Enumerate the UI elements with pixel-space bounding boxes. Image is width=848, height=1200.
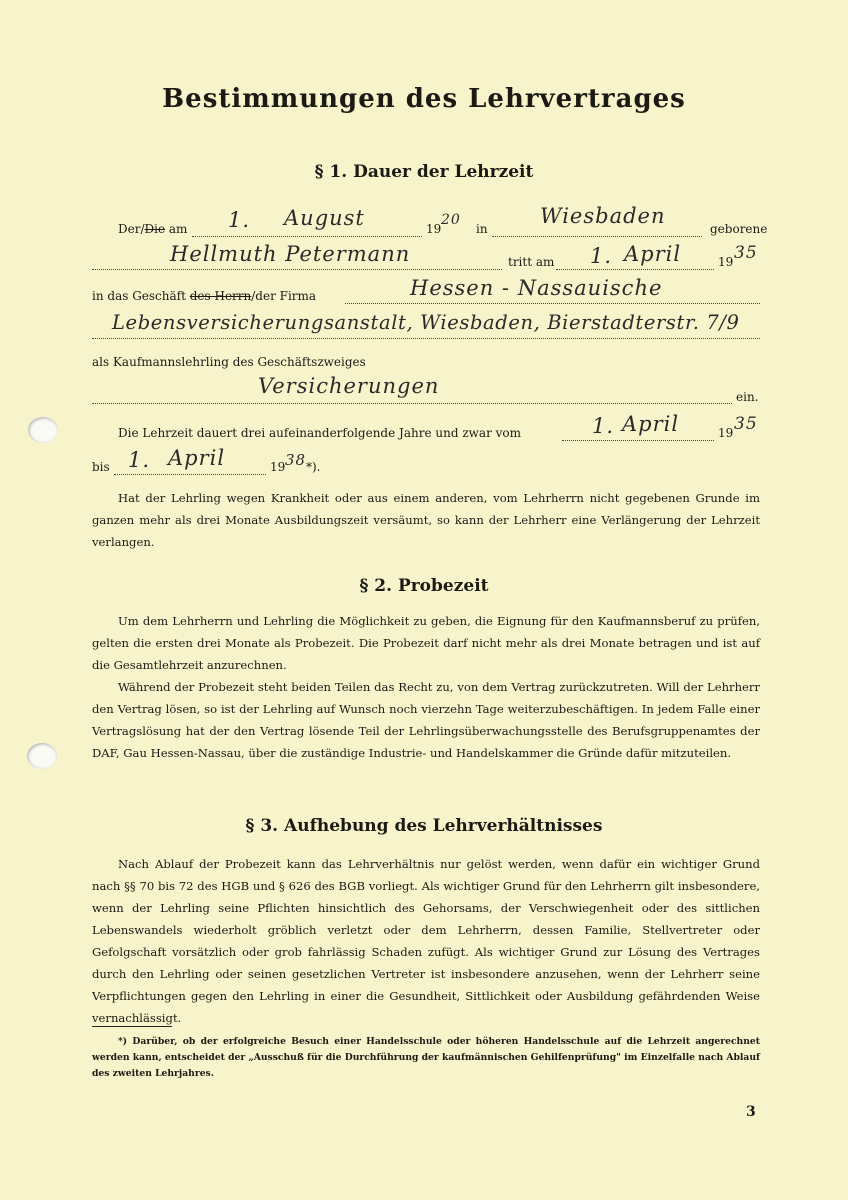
start-day-handwritten: 1. — [590, 244, 613, 268]
from-month-handwritten: April — [622, 412, 680, 436]
year-prefix-1: 19 — [426, 222, 442, 236]
to-day-handwritten: 1. — [128, 448, 151, 472]
der-die-label — [118, 222, 187, 236]
to-date-line — [114, 474, 266, 475]
der-label: Der/ — [118, 222, 145, 236]
start-date-line — [556, 269, 714, 270]
year-prefix-4: 19 — [270, 460, 286, 474]
section2-heading: § 2. Probezeit — [359, 576, 489, 596]
geborene-label: geborene — [710, 222, 768, 236]
apprentice-name-handwritten: Hellmuth Petermann — [170, 242, 411, 266]
probation-para1: Um dem Lehrherrn und Lehrling die Möglichkeit zu geben, die Eignung für den Kaufmannsberuf zu prüfen, gelten die ersten drei Monate als Probezeit. Die Probezeit darf nicht mehr als drei Monate betragen und ist auf die Gesamtlehrzeit anzurechnen. — [92, 614, 760, 672]
footnote-rule — [92, 1026, 172, 1027]
kaufmann-label: als Kaufmannslehrling des Geschäftszweiges — [92, 355, 366, 369]
birth-date-line — [192, 236, 422, 237]
termination-text: Nach Ablauf der Probezeit kann das Lehrverhältnis nur gelöst werden, wenn dafür ein wichtiger Grund nach §§ 70 bis 72 des HGB und § 626 des BGB vorliegt. Als wichtiger Grund für den Lehrherrn gilt insbesondere, wenn der Lehrling seine Pflichten hinsichtlich des Gehorsams, der Verschwiegenheit oder des sittlichen Lebenswandels wiederholt gröblich verletzt oder dem Lehrherrn, dessen Familie, Stellvertreter oder Gefolgschaft vorsätzlich oder grob fahrlässig Schaden zufügt. Als wichtiger Grund zur Lösung des Vertrages durch den Lehrling oder seinen gesetzlichen Vertreter ist insbesondere anzusehen, wenn der Lehrherr seine Verpflichtungen gegen den Lehrling in einer die Gesundheit, Sittlichkeit oder Ausbildung gefährdenden Weise vernachlässigt. — [92, 857, 760, 1025]
start-month-handwritten: April — [624, 242, 682, 266]
firm-line-1 — [345, 303, 760, 304]
illness-text: Hat der Lehrling wegen Krankheit oder aus einem anderen, vom Lehrherrn nicht gegebenen Grunde im ganzen mehr als drei Monate Ausbildungszeit versäumt, so kann der Lehrherr eine Verlängerung der Lehrzeit verlangen. — [92, 491, 760, 549]
year-prefix-3: 19 — [718, 426, 734, 440]
from-day-handwritten: 1. — [592, 414, 615, 438]
firm-name-line1-handwritten: Hessen - Nassauische — [410, 276, 663, 300]
termination-paragraph — [92, 853, 760, 1029]
in-das-geschaeft-label: in das Geschäft — [92, 289, 186, 303]
illness-paragraph — [92, 487, 760, 553]
in-label: in — [476, 222, 488, 236]
from-year-handwritten: 35 — [734, 414, 758, 434]
birth-year-handwritten: 20 — [441, 212, 461, 228]
bis-label: bis — [92, 460, 110, 474]
probation-paragraphs — [92, 610, 760, 764]
des-herrn-struck: des Herrn — [189, 289, 252, 303]
birth-place-line — [492, 236, 702, 237]
birth-day-handwritten: 1. — [228, 208, 251, 232]
birth-place-handwritten: Wiesbaden — [540, 204, 666, 228]
footnote-ref: *). — [306, 460, 321, 474]
am-label: am — [168, 222, 188, 236]
to-month-handwritten: April — [168, 446, 226, 470]
section1-heading: § 1. Dauer der Lehrzeit — [314, 162, 534, 182]
document-title: Bestimmungen des Lehrvertrages — [162, 84, 686, 114]
firm-line-2 — [92, 338, 760, 339]
birth-month-handwritten: August — [284, 206, 365, 230]
punch-hole-top — [28, 417, 58, 443]
branch-line — [92, 403, 732, 404]
punch-hole-bottom — [27, 743, 57, 769]
die-struck: Die — [144, 222, 166, 236]
firm-name-line2-handwritten: Lebensversicherungsanstalt, Wiesbaden, Bierstadterstr. 7/9 — [112, 311, 740, 334]
start-year-handwritten: 35 — [734, 243, 758, 263]
geschaeft-label — [92, 289, 316, 303]
duration-text: Die Lehrzeit dauert drei aufeinanderfolgende Jahre und zwar vom — [118, 426, 522, 440]
to-year-handwritten: 38 — [285, 451, 307, 469]
from-date-line — [562, 440, 714, 441]
tritt-am-label: tritt am — [508, 255, 555, 269]
year-prefix-2: 19 — [718, 255, 734, 269]
branch-handwritten: Versicherungen — [258, 374, 440, 398]
footnote: *) Darüber, ob der erfolgreiche Besuch einer Handelsschule oder höheren Handelsschule auf die Lehrzeit angerechnet werden kann, entscheidet der „Ausschuß für die Durchführung der kaufmännischen Gehilfenprüfung" im Einzelfalle nach Ablauf des zweiten Lehrjahres. — [92, 1036, 760, 1079]
probation-para2: Während der Probezeit steht beiden Teilen das Recht zu, von dem Vertrag zurückzutreten. Will der Lehrherr den Vertrag lösen, so ist der Lehrling auf Wunsch noch vierzehn Tage weiterzubeschäftigen. In jedem Falle einer Vertragslösung hat der den Vertrag lösende Teil der Lehrlingsüberwachungsstelle des Berufsgruppenamtes der DAF, Gau Hessen-Nassau, über die zuständige Industrie- und Handelskammer die Gründe dafür mitzuteilen. — [92, 680, 760, 760]
ein-label: ein. — [736, 390, 759, 404]
page-number: 3 — [746, 1104, 756, 1120]
name-line — [92, 269, 502, 270]
section3-heading: § 3. Aufhebung des Lehrverhältnisses — [245, 816, 603, 836]
der-firma-label: /der Firma — [251, 289, 317, 303]
